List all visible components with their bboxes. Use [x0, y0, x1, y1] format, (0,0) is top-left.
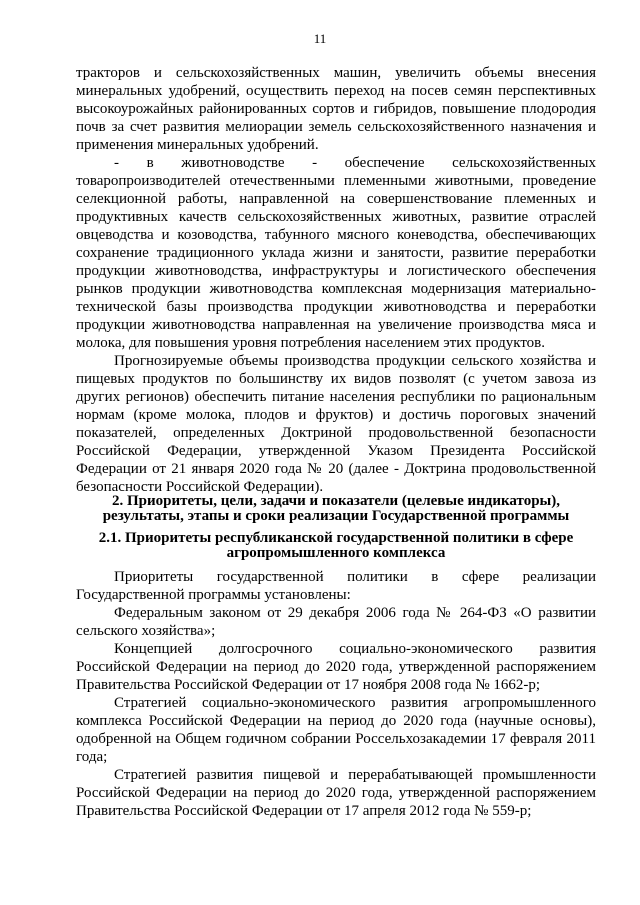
paragraph-continuation: тракторов и сельскохозяйственных машин, увеличить объемы внесения минеральных удобрений, осуществить переход на посев семян перспективных высокоурожайных районированных сортов и гибридов, повышение плодородия почв за счет развития мелиорации земель сельскохозяйственного назначения и применения минеральных удобрений. — [76, 65, 596, 153]
paragraph-concept: Концепцией долгосрочного социально-экономического развития Российской Федерации на период до 2020 года, утвержденной распоряжением Правительства Российской Федерации от 17 ноября 2008 года № 1662-р; — [76, 641, 596, 693]
paragraph-strategy-food: Стратегией развития пищевой и перерабатывающей промышленности Российской Федерации на период до 2020 года, утвержденной распоряжением Правительства Российской Федерации от 17 апреля 2012 года № 559-р; — [76, 767, 596, 819]
paragraph-federal-law: Федеральным законом от 29 декабря 2006 года № 264-ФЗ «О развитии сельского хозяйства»; — [76, 605, 596, 639]
paragraph-livestock: - в животноводстве - обеспечение сельскохозяйственных товаропроизводителей отечественными племенными животными, проведение селекционной работы, направленной на совершенствование племенных и продуктивных качеств сельскохозяйственных животных, развитие отраслей овцеводства и козоводства, табунного мясного коневодства, обеспечивающих сохранение традиционного уклада жизни и занятости, развитие переработки продукции животноводства, инфраструктуры и логистического обеспечения рынков продукции животноводства комплексная модернизация материально-технической базы производства продукции животноводства и переработки продукции животноводства направленная на увеличение производства мяса и молока, для повышения уровня потребления населением этих продуктов. — [76, 155, 596, 351]
page-number: 11 — [313, 31, 327, 46]
paragraph-forecast: Прогнозируемые объемы производства продукции сельского хозяйства и пищевых продуктов по большинству их видов позволят (с учетом завоза из других регионов) обеспечить питание населения республики по рациональным нормам (кроме молока, плодов и фруктов) и достичь пороговых значений показателей, определенных Доктриной продовольственной безопасности Российской Федерации, утвержденной Указом Президента Российской Федерации от 21 января 2020 года № 20 (далее - Доктрина продовольственной безопасности Российской Федерации). — [76, 353, 596, 495]
text-block-1 — [76, 64, 596, 496]
subsection-heading-2-1: 2.1. Приоритеты республиканской государственной политики в сфере агропромышленного комплекса — [98, 530, 574, 561]
paragraph-strategy-agro: Стратегией социально-экономического развития агропромышленного комплекса Российской Федерации на период до 2020 года (научные основы), одобренной на Общем годичном собрании Россельхозакадемии 17 февраля 2011 года; — [76, 695, 596, 765]
paragraph-priorities: Приоритеты государственной политики в сфере реализации Государственной программы установлены: — [76, 569, 596, 603]
text-block-2 — [76, 568, 596, 820]
section-heading-2: 2. Приоритеты, цели, задачи и показатели (целевые индикаторы), результаты, этапы и сроки реализации Государственной программы — [102, 493, 570, 524]
